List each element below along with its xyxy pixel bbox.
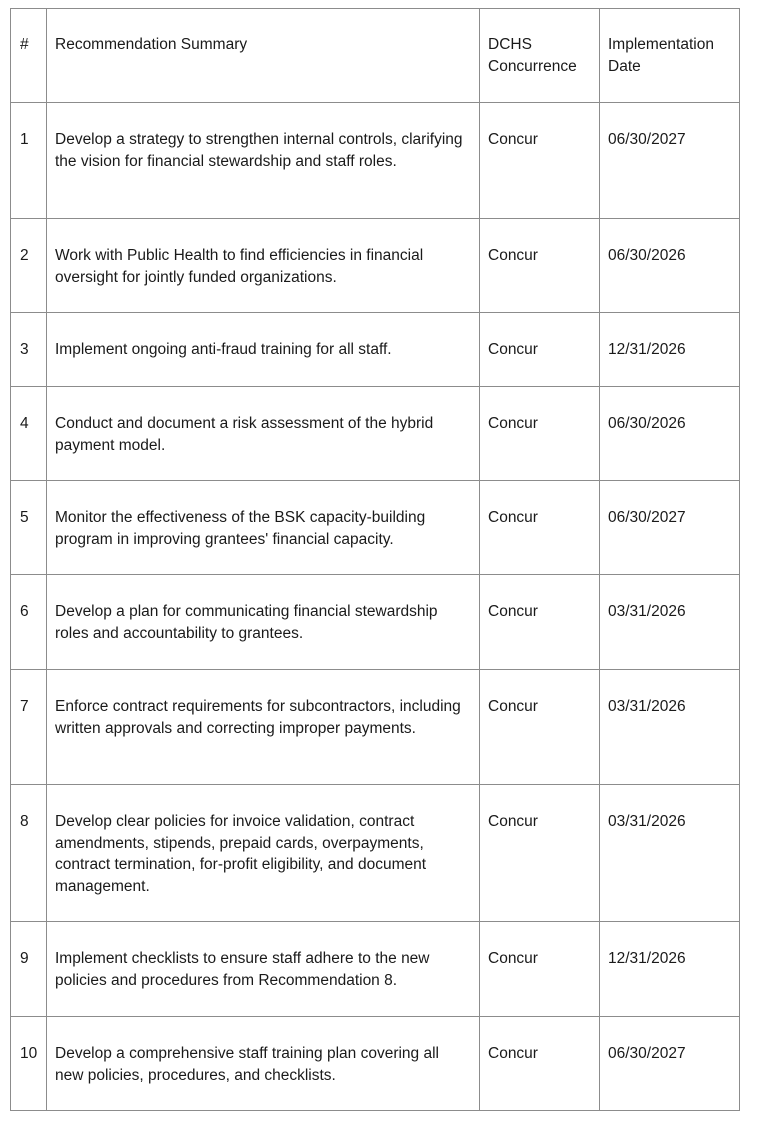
row-concurrence: Concur	[480, 575, 600, 670]
recommendations-table	[10, 8, 740, 1111]
row-summary: Work with Public Health to find efficiencies in financial oversight for jointly funded organizations.	[47, 219, 480, 313]
row-date: 06/30/2026	[600, 219, 740, 313]
row-summary: Develop clear policies for invoice validation, contract amendments, stipends, prepaid cards, overpayments, contract termination, for-profit eligibility, and document management.	[47, 785, 480, 922]
row-concurrence: Concur	[480, 785, 600, 922]
row-concurrence: Concur	[480, 219, 600, 313]
table-row	[11, 670, 740, 785]
row-number: 7	[11, 670, 47, 785]
row-number: 4	[11, 387, 47, 481]
row-summary: Develop a strategy to strengthen internal controls, clarifying the vision for financial stewardship and staff roles.	[47, 103, 480, 219]
header-dchs-concurrence: DCHS Concurrence	[480, 9, 600, 103]
row-date: 06/30/2027	[600, 481, 740, 575]
row-date: 03/31/2026	[600, 575, 740, 670]
table-row	[11, 103, 740, 219]
row-concurrence: Concur	[480, 1017, 600, 1111]
row-summary: Enforce contract requirements for subcontractors, including written approvals and correcting improper payments.	[47, 670, 480, 785]
row-number: 1	[11, 103, 47, 219]
row-summary: Develop a plan for communicating financial stewardship roles and accountability to grantees.	[47, 575, 480, 670]
row-number: 2	[11, 219, 47, 313]
row-number: 6	[11, 575, 47, 670]
table-row	[11, 922, 740, 1017]
header-recommendation-summary: Recommendation Summary	[47, 9, 480, 103]
row-number: 5	[11, 481, 47, 575]
table-row	[11, 313, 740, 387]
row-date: 12/31/2026	[600, 313, 740, 387]
row-summary: Implement ongoing anti-fraud training for all staff.	[47, 313, 480, 387]
row-concurrence: Concur	[480, 313, 600, 387]
row-concurrence: Concur	[480, 670, 600, 785]
row-date: 06/30/2027	[600, 103, 740, 219]
row-date: 03/31/2026	[600, 785, 740, 922]
table-header-row	[11, 9, 740, 103]
row-number: 8	[11, 785, 47, 922]
row-summary: Conduct and document a risk assessment of the hybrid payment model.	[47, 387, 480, 481]
row-number: 3	[11, 313, 47, 387]
row-concurrence: Concur	[480, 481, 600, 575]
header-number: #	[11, 9, 47, 103]
table-row	[11, 575, 740, 670]
table-row	[11, 1017, 740, 1111]
row-date: 06/30/2026	[600, 387, 740, 481]
row-number: 10	[11, 1017, 47, 1111]
header-implementation-date: Implementation Date	[600, 9, 740, 103]
table-row	[11, 387, 740, 481]
row-summary: Monitor the effectiveness of the BSK capacity-building program in improving grantees' financial capacity.	[47, 481, 480, 575]
table-row	[11, 219, 740, 313]
row-concurrence: Concur	[480, 922, 600, 1017]
row-date: 03/31/2026	[600, 670, 740, 785]
row-date: 06/30/2027	[600, 1017, 740, 1111]
row-number: 9	[11, 922, 47, 1017]
row-concurrence: Concur	[480, 387, 600, 481]
row-summary: Develop a comprehensive staff training plan covering all new policies, procedures, and checklists.	[47, 1017, 480, 1111]
row-concurrence: Concur	[480, 103, 600, 219]
table-row	[11, 481, 740, 575]
row-date: 12/31/2026	[600, 922, 740, 1017]
row-summary: Implement checklists to ensure staff adhere to the new policies and procedures from Recommendation 8.	[47, 922, 480, 1017]
table-row	[11, 785, 740, 922]
